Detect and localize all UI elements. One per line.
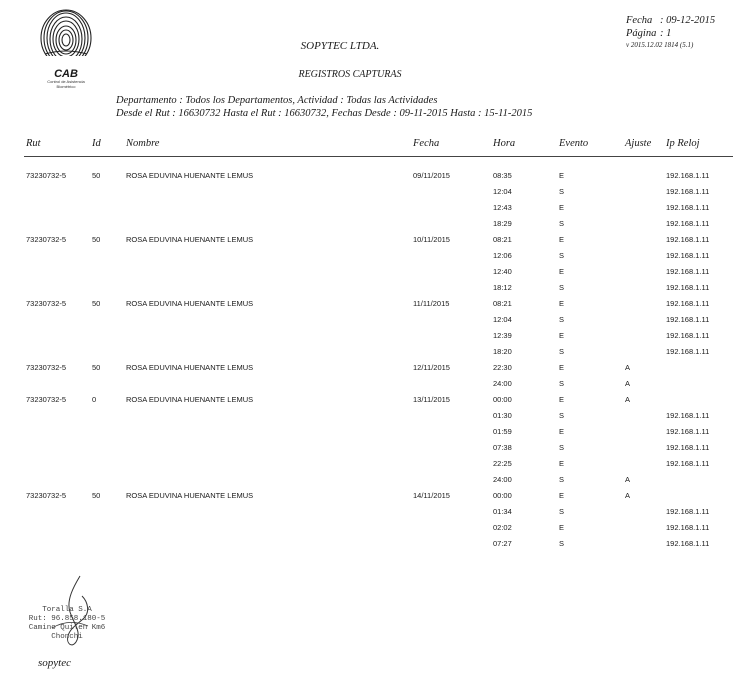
cell-hora: 02:02: [493, 523, 512, 532]
cell-ajuste: A: [625, 379, 631, 388]
cell-hora: 18:20: [493, 347, 512, 356]
table-row: [0, 313, 741, 329]
filter-line-2: Desde el Rut : 16630732 Hasta el Rut : 16630732, Fechas Desde : 09-11-2015 Hasta : 15-11-2015: [116, 108, 533, 119]
cell-fecha: 13/11/2015: [413, 395, 450, 404]
cell-hora: 00:00: [493, 395, 512, 404]
cell-ip: 192.168.1.11: [666, 459, 710, 468]
cell-ip: 192.168.1.11: [666, 315, 710, 324]
cell-hora: 22:30: [493, 363, 512, 372]
table-row: [0, 297, 741, 313]
cell-evento: S: [559, 251, 565, 260]
cell-hora: 12:39: [493, 331, 512, 340]
cell-ip: 192.168.1.11: [666, 443, 710, 452]
stamp-line-2: Rut: 96.858.180-5: [28, 615, 106, 623]
table-row: [0, 233, 741, 249]
cell-nombre: ROSA EDUVINA HUENANTE LEMUS: [126, 299, 254, 308]
table-row: [0, 505, 741, 521]
cell-nombre: ROSA EDUVINA HUENANTE LEMUS: [126, 395, 254, 404]
cell-evento: E: [559, 395, 565, 404]
cell-fecha: 09/11/2015: [413, 171, 450, 180]
pagina-value: : 1: [660, 28, 672, 39]
cell-hora: 01:34: [493, 507, 512, 516]
logo-subtitle: [35, 80, 97, 89]
cell-hora: 07:38: [493, 443, 512, 452]
cell-id: 50: [92, 491, 101, 500]
cell-evento: E: [559, 235, 565, 244]
cell-hora: 12:06: [493, 251, 512, 260]
cell-ip: 192.168.1.11: [666, 523, 710, 532]
cell-ip: 192.168.1.11: [666, 347, 710, 356]
report-meta: [626, 14, 715, 50]
cell-ip: 192.168.1.11: [666, 539, 710, 548]
cell-evento: E: [559, 203, 565, 212]
cell-nombre: ROSA EDUVINA HUENANTE LEMUS: [126, 491, 254, 500]
cell-ip: 192.168.1.11: [666, 267, 710, 276]
stamp-line-1: Toralla S.A: [42, 606, 92, 614]
col-header-id: Id: [92, 138, 101, 149]
cell-ip: 192.168.1.11: [666, 251, 710, 260]
cell-ip: 192.168.1.11: [666, 219, 710, 228]
cell-hora: 18:29: [493, 219, 512, 228]
cell-rut: 73230732-5: [26, 235, 67, 244]
table-row: [0, 201, 741, 217]
header-divider: [24, 156, 733, 157]
table-row: [0, 281, 741, 297]
records-table: [0, 169, 741, 553]
cell-rut: 73230732-5: [26, 491, 67, 500]
cell-hora: 01:30: [493, 411, 512, 420]
table-row: [0, 441, 741, 457]
cell-ip: 192.168.1.11: [666, 507, 710, 516]
cell-hora: 01:59: [493, 427, 512, 436]
cell-id: 0: [92, 395, 97, 404]
cell-evento: S: [559, 507, 565, 516]
cell-hora: 18:12: [493, 283, 512, 292]
cell-hora: 12:04: [493, 315, 512, 324]
cell-evento: S: [559, 219, 565, 228]
company-stamp: [22, 572, 112, 652]
cell-hora: 24:00: [493, 475, 512, 484]
cell-evento: S: [559, 315, 565, 324]
cell-ip: 192.168.1.11: [666, 411, 710, 420]
table-row: [0, 185, 741, 201]
cell-ip: 192.168.1.11: [666, 171, 710, 180]
cell-id: 50: [92, 235, 101, 244]
cell-hora: 08:21: [493, 235, 512, 244]
fingerprint-icon: [35, 8, 97, 68]
stamp-line-4: Chonchi: [51, 633, 83, 641]
cell-ip: 192.168.1.11: [666, 203, 710, 212]
cell-evento: E: [559, 299, 565, 308]
cell-ajuste: A: [625, 395, 631, 404]
table-row: [0, 537, 741, 553]
table-row: [0, 345, 741, 361]
logo-subtitle-line1: Control de Asistencia: [47, 79, 85, 84]
cell-evento: E: [559, 427, 565, 436]
cell-evento: S: [559, 539, 565, 548]
cell-id: 50: [92, 299, 101, 308]
cell-evento: E: [559, 363, 565, 372]
cell-evento: E: [559, 523, 565, 532]
table-row: [0, 249, 741, 265]
cell-ip: 192.168.1.11: [666, 283, 710, 292]
cell-hora: 24:00: [493, 379, 512, 388]
cell-fecha: 10/11/2015: [413, 235, 450, 244]
cell-hora: 00:00: [493, 491, 512, 500]
cell-evento: E: [559, 331, 565, 340]
cell-hora: 08:35: [493, 171, 512, 180]
cell-evento: S: [559, 475, 565, 484]
table-row: [0, 409, 741, 425]
version-text: v 2015.12.02 1814 (5.1): [626, 41, 694, 49]
cell-ajuste: A: [625, 475, 631, 484]
cell-evento: E: [559, 459, 565, 468]
table-row: [0, 489, 741, 505]
cell-id: 50: [92, 363, 101, 372]
cell-evento: S: [559, 347, 565, 356]
cell-hora: 22:25: [493, 459, 512, 468]
cell-ip: 192.168.1.11: [666, 235, 710, 244]
cell-ajuste: A: [625, 491, 631, 500]
cell-evento: E: [559, 267, 565, 276]
company-name: SOPYTEC LTDA.: [300, 40, 380, 52]
cell-nombre: ROSA EDUVINA HUENANTE LEMUS: [126, 235, 254, 244]
pagina-label: Página: [626, 28, 657, 39]
cell-hora: 07:27: [493, 539, 512, 548]
col-header-ajuste: Ajuste: [625, 138, 652, 149]
table-row: [0, 393, 741, 409]
table-row: [0, 329, 741, 345]
col-header-hora: Hora: [493, 138, 516, 149]
cell-rut: 73230732-5: [26, 299, 67, 308]
cell-rut: 73230732-5: [26, 171, 67, 180]
cell-evento: S: [559, 283, 565, 292]
cell-ajuste: A: [625, 363, 631, 372]
cell-rut: 73230732-5: [26, 395, 67, 404]
cell-evento: S: [559, 379, 565, 388]
cell-ip: 192.168.1.11: [666, 299, 710, 308]
fecha-value: : 09-12-2015: [660, 15, 716, 26]
table-row: [0, 457, 741, 473]
cell-hora: 12:04: [493, 187, 512, 196]
table-row: [0, 425, 741, 441]
logo-subtitle-line2: Biométrico: [56, 83, 76, 89]
col-header-fecha: Fecha: [413, 138, 440, 149]
cell-rut: 73230732-5: [26, 363, 67, 372]
cell-nombre: ROSA EDUVINA HUENANTE LEMUS: [126, 363, 254, 372]
cell-hora: 12:43: [493, 203, 512, 212]
cell-fecha: 12/11/2015: [413, 363, 450, 372]
table-row: [0, 169, 741, 185]
cell-ip: 192.168.1.11: [666, 331, 710, 340]
cell-id: 50: [92, 171, 101, 180]
cell-ip: 192.168.1.11: [666, 187, 710, 196]
fecha-label: Fecha: [626, 15, 653, 26]
cell-evento: S: [559, 411, 565, 420]
report-title: REGISTROS CAPTURAS: [298, 69, 402, 80]
col-header-rut: Rut: [26, 138, 41, 149]
col-header-nombre: Nombre: [126, 138, 160, 149]
col-header-ip: Ip Reloj: [666, 138, 700, 149]
cell-evento: E: [559, 491, 565, 500]
cell-fecha: 11/11/2015: [413, 299, 450, 308]
col-header-evento: Evento: [559, 138, 589, 149]
table-row: [0, 521, 741, 537]
footer-company: sopytec: [38, 657, 71, 669]
logo-acronym: CAB: [54, 68, 78, 80]
stamp-line-3: Camino Quilen Km6: [28, 624, 106, 632]
cell-evento: S: [559, 443, 565, 452]
table-row: [0, 217, 741, 233]
table-row: [0, 377, 741, 393]
table-row: [0, 473, 741, 489]
cell-hora: 12:40: [493, 267, 512, 276]
table-row: [0, 361, 741, 377]
filter-line-1: Departamento : Todos los Departamentos, Actividad : Todas las Actividades: [116, 95, 438, 106]
table-row: [0, 265, 741, 281]
cell-ip: 192.168.1.11: [666, 427, 710, 436]
cell-evento: E: [559, 171, 565, 180]
cell-evento: S: [559, 187, 565, 196]
cell-nombre: ROSA EDUVINA HUENANTE LEMUS: [126, 171, 254, 180]
cell-hora: 08:21: [493, 299, 512, 308]
cell-fecha: 14/11/2015: [413, 491, 450, 500]
